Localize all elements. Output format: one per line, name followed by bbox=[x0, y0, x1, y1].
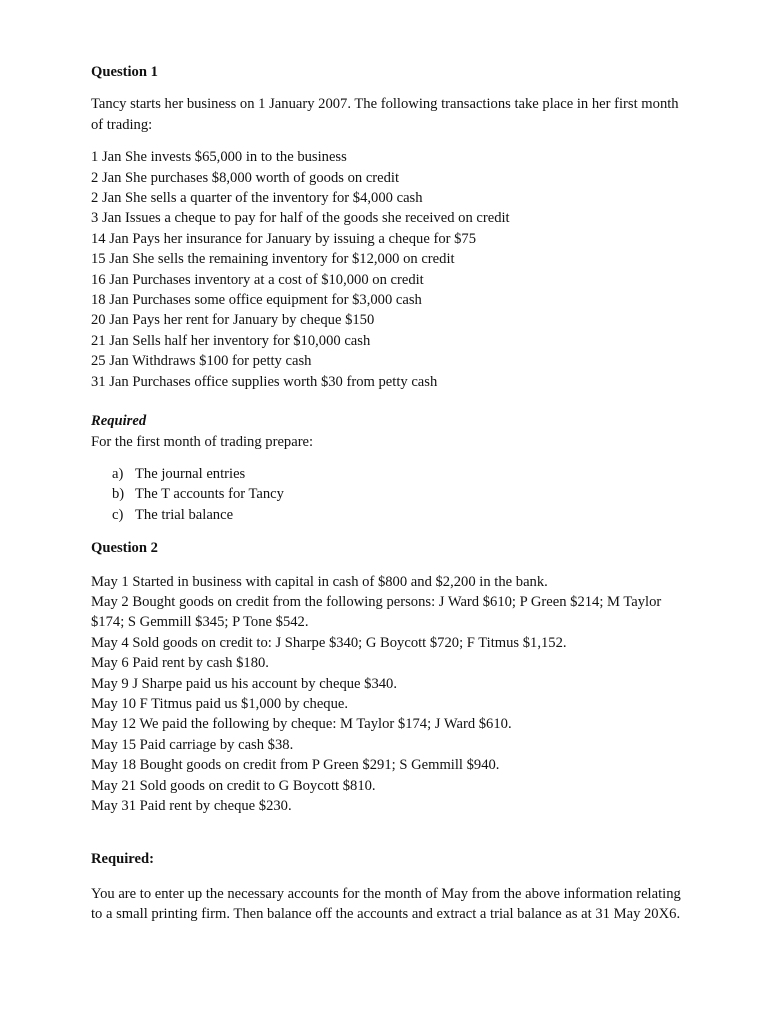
transaction-line: May 1 Started in business with capital in cash of $800 and $2,200 in the bank. bbox=[91, 573, 548, 590]
question-1-heading: Question 1 bbox=[91, 64, 158, 80]
list-marker: c) bbox=[112, 506, 124, 523]
transaction-line: 15 Jan She sells the remaining inventory for $12,000 on credit bbox=[91, 251, 455, 268]
transaction-line: 21 Jan Sells half her inventory for $10,000 cash bbox=[91, 332, 371, 349]
transaction-line: May 31 Paid rent by cheque $230. bbox=[91, 798, 292, 814]
transaction-line: 1 Jan She invests $65,000 in to the business bbox=[91, 149, 347, 166]
transaction-line: May 10 F Titmus paid us $1,000 by cheque. bbox=[91, 695, 349, 712]
transaction-line: 16 Jan Purchases inventory at a cost of $10,000 on credit bbox=[91, 271, 424, 288]
question-2-required-label: Required: bbox=[91, 851, 154, 868]
transaction-line: 20 Jan Pays her rent for January by cheque $150 bbox=[91, 312, 375, 329]
list-item bbox=[91, 505, 691, 525]
question-1-required-intro: For the first month of trading prepare: bbox=[91, 433, 314, 450]
transaction-line: May 6 Paid rent by cash $180. bbox=[91, 655, 269, 672]
transaction-line: 14 Jan Pays her insurance for January by issuing a cheque for $75 bbox=[91, 230, 477, 247]
document-page bbox=[91, 62, 691, 925]
transaction-line: 2 Jan She purchases $8,000 worth of goods on credit bbox=[91, 169, 400, 186]
list-marker: a) bbox=[112, 465, 124, 482]
question-1-required-label: Required bbox=[91, 413, 147, 430]
question-1-transactions bbox=[91, 147, 691, 392]
transaction-line: May 2 Bought goods on credit from the following persons: J Ward $610; P Green $214; M Taylor $174; S Gemmill $345; P Tone $542. bbox=[91, 593, 662, 631]
transaction-line: May 18 Bought goods on credit from P Green $291; S Gemmill $940. bbox=[91, 757, 500, 774]
transaction-line: May 15 Paid carriage by cash $38. bbox=[91, 736, 294, 753]
question-2-required-text: You are to enter up the necessary accounts for the month of May from the above information relating to a small printing firm. Then balance off the accounts and extract a trial balance as at 31 May 20X6. bbox=[91, 885, 681, 923]
transaction-line: 3 Jan Issues a cheque to pay for half of the goods she received on credit bbox=[91, 210, 510, 227]
list-item-text: The trial balance bbox=[135, 506, 234, 523]
list-marker: b) bbox=[112, 486, 125, 503]
question-2-transactions bbox=[91, 572, 691, 817]
transaction-line: 25 Jan Withdraws $100 for petty cash bbox=[91, 353, 312, 370]
transaction-line: May 4 Sold goods on credit to: J Sharpe $340; G Boycott $720; F Titmus $1,152. bbox=[91, 634, 567, 651]
question-1-intro: Tancy starts her business on 1 January 2007. The following transactions take place in her first month of trading: bbox=[91, 96, 679, 133]
transaction-line: May 9 J Sharpe paid us his account by cheque $340. bbox=[91, 675, 397, 692]
transaction-line: 18 Jan Purchases some office equipment for $3,000 cash bbox=[91, 292, 422, 309]
transaction-line: 31 Jan Purchases office supplies worth $30 from petty cash bbox=[91, 373, 438, 390]
question-1-required-list bbox=[91, 464, 691, 525]
question-2-heading: Question 2 bbox=[91, 540, 158, 557]
list-item-text: The T accounts for Tancy bbox=[135, 486, 284, 503]
transaction-line: May 21 Sold goods on credit to G Boycott $810. bbox=[91, 777, 376, 794]
transaction-line: May 12 We paid the following by cheque: M Taylor $174; J Ward $610. bbox=[91, 716, 512, 733]
list-item bbox=[91, 464, 691, 484]
list-item-text: The journal entries bbox=[135, 465, 246, 482]
transaction-line: 2 Jan She sells a quarter of the inventory for $4,000 cash bbox=[91, 190, 423, 207]
list-item bbox=[91, 484, 691, 504]
